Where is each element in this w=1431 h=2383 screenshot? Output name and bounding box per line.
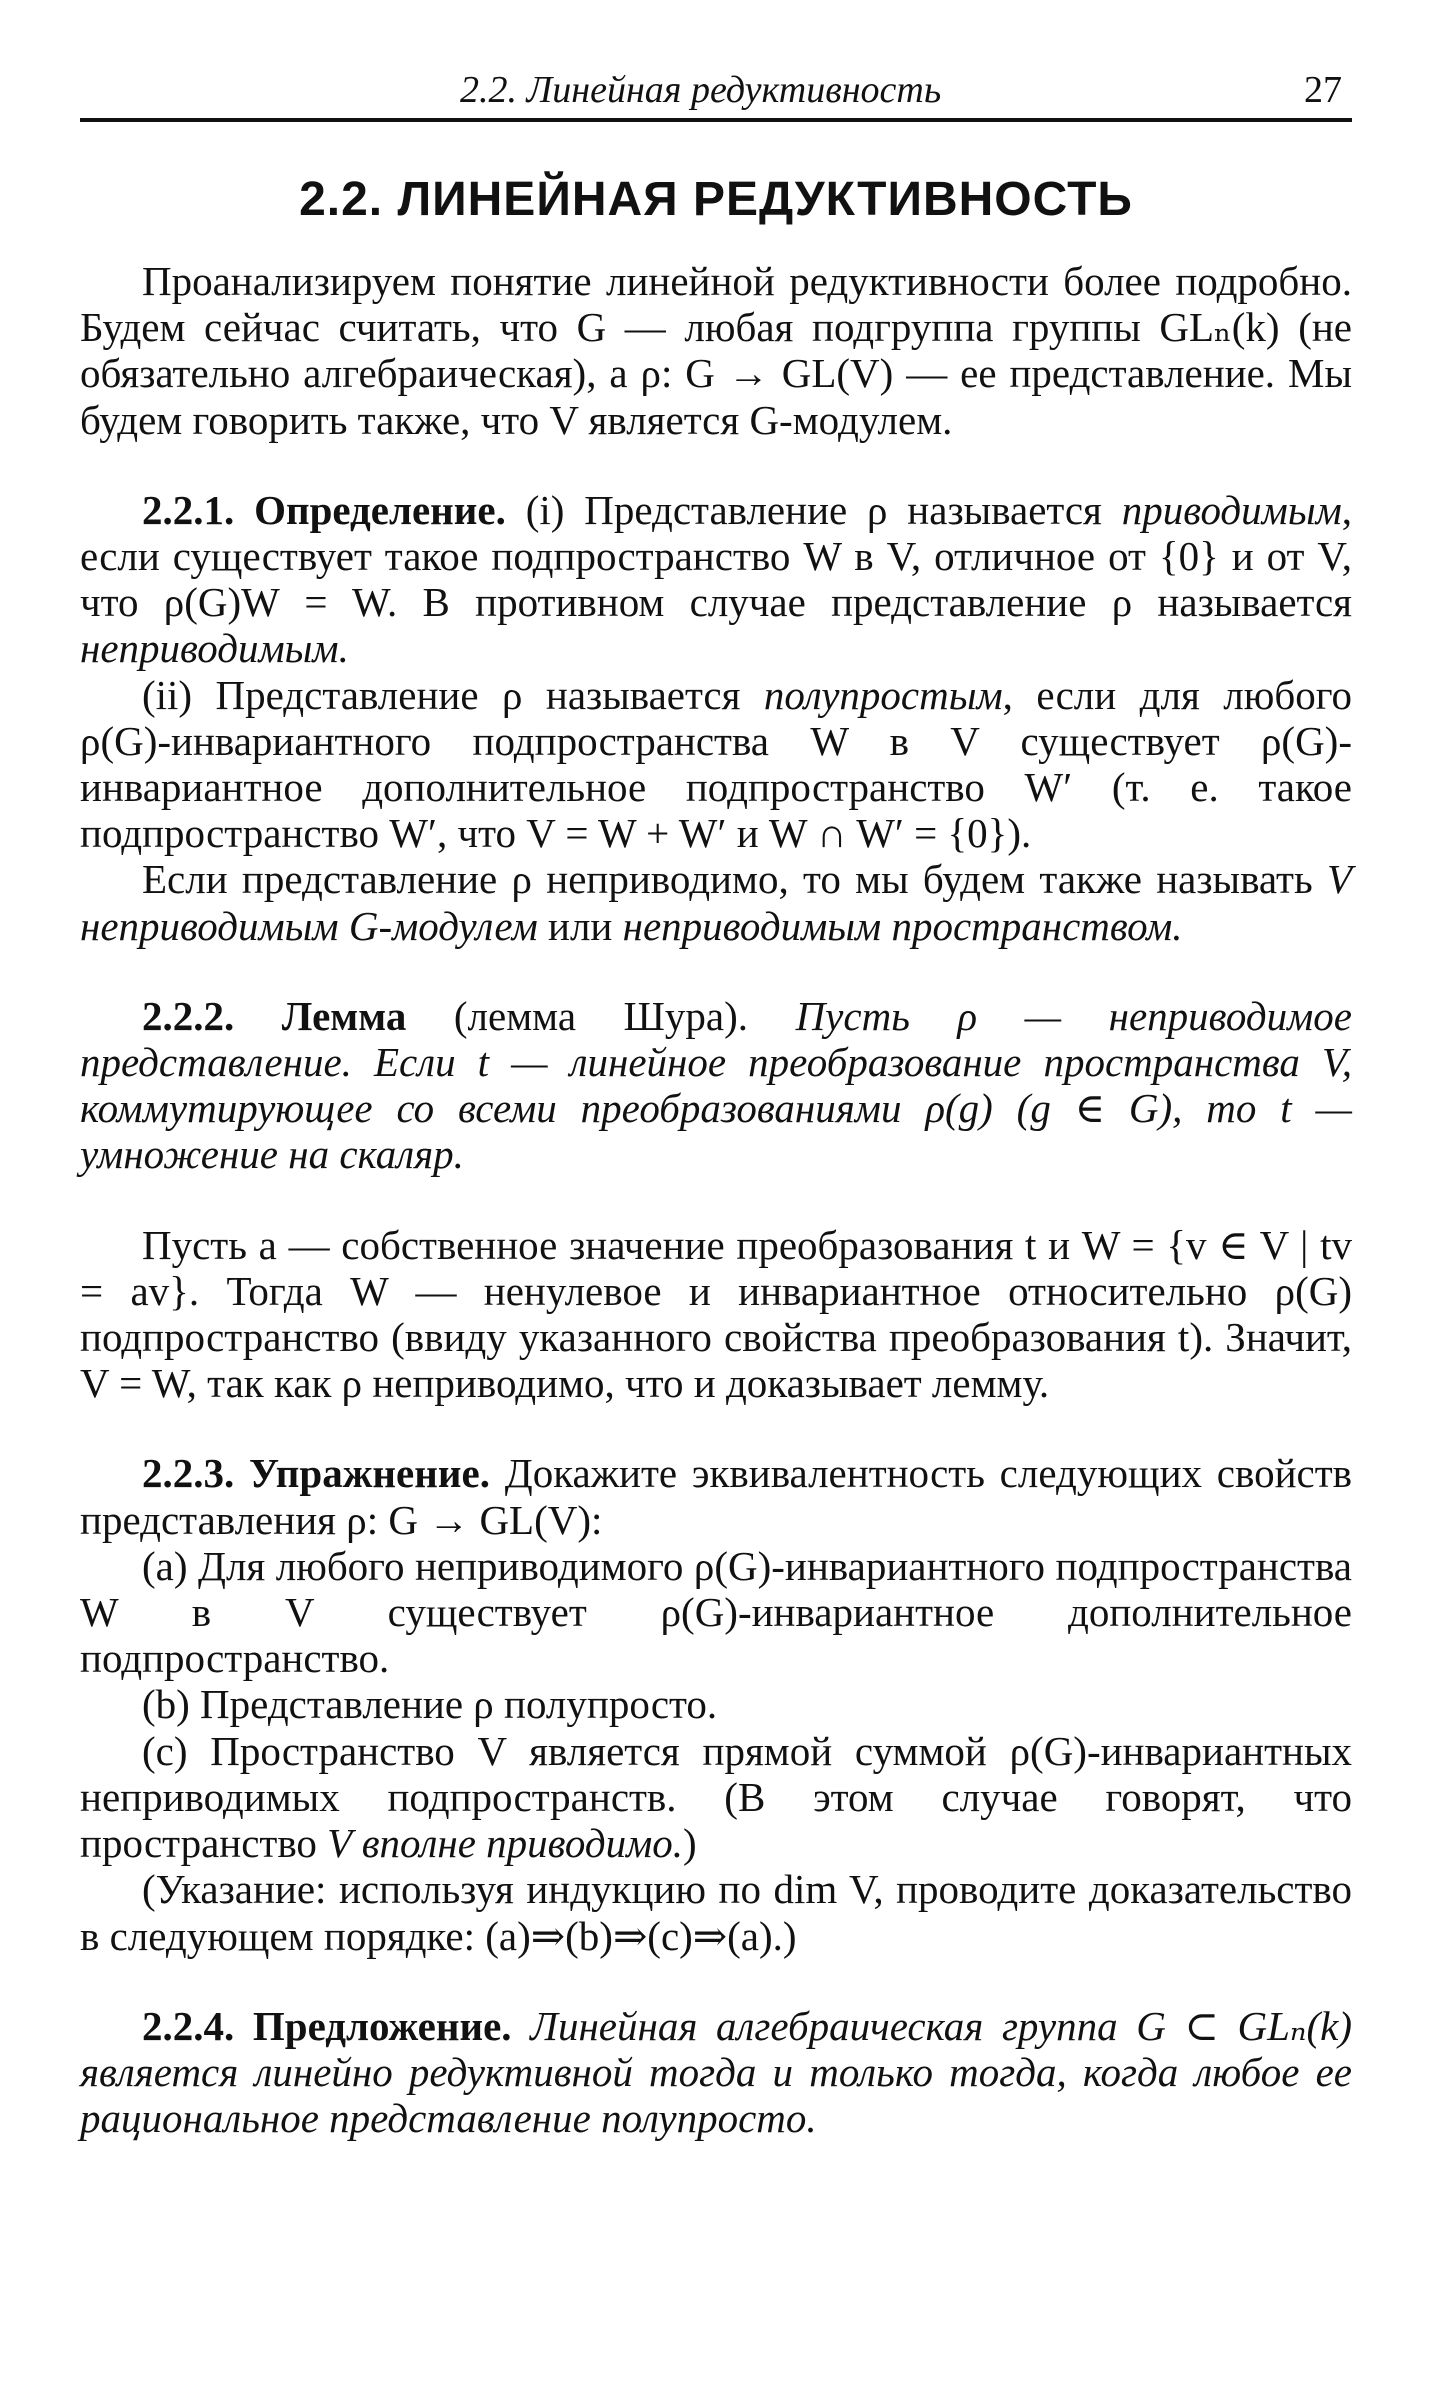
proposition-statement: Линейная алгебраическая группа G ⊂ GLₙ(k) является линейно редуктивной тогда и только тогда, когда любое ее рациональное представление полупросто.: [80, 2002, 1352, 2142]
running-header: [80, 62, 1352, 118]
lemma-note: (лемма Шура).: [406, 992, 796, 1039]
page-number: 27: [1304, 69, 1342, 111]
lemma-2-2-2: [80, 993, 1352, 1178]
term-irreducible-space: неприводимым пространством.: [622, 902, 1183, 949]
term-reducible: приводимым: [1121, 486, 1342, 533]
definition-text: или: [537, 902, 623, 949]
body-text: [80, 258, 1352, 2141]
intro-paragraph: Проанализируем понятие линейной редуктивности более подробно. Будем сейчас считать, что G — любая подгруппа группы GLₙ(k) (не обязательно алгебраическая), а ρ: G → GL(V) — ее представление. Мы будем говорить также, что V является G-модулем.: [80, 258, 1352, 443]
exercise-item-c: [80, 1728, 1352, 1867]
exercise-hint: (Указание: используя индукцию по dim V, проводите доказательство в следующем порядке: (a)⇒(b)⇒(c)⇒(a).): [80, 1866, 1352, 1959]
definition-2-2-1-ii: [80, 672, 1352, 857]
exercise-text: (c) Пространство V является прямой суммой ρ(G)-инвариантных неприводимых подпространств. (В этом случае говорят, что пространство: [80, 1727, 1352, 1867]
definition-text: (i) Представление ρ называется: [525, 486, 1122, 533]
lemma-proof: Пусть a — собственное значение преобразования t и W = {v ∈ V | tv = av}. Тогда W — ненулевое и инвариантное относительно ρ(G) подпространство (ввиду указанного свойства преобразования t). Значит, V = W, так как ρ неприводимо, что и доказывает лемму.: [80, 1221, 1352, 1407]
exercise-text: ): [683, 1820, 697, 1867]
definition-text: (ii) Представление ρ называется: [142, 671, 764, 718]
exercise-item-a: (a) Для любого неприводимого ρ(G)-инвариантного подпространства W в V существует ρ(G)-инвариантное дополнительное подпространство.: [80, 1542, 1352, 1682]
lemma-label: 2.2.2. Лемма: [142, 992, 407, 1039]
exercise-intro: Докажите эквивалентность следующих свойств представления ρ: G → GL(V):: [80, 1450, 1352, 1543]
term-irreducible-module: V неприводимым G-модулем: [80, 856, 1352, 949]
term-completely-reducible: V вполне приводимо.: [327, 1820, 684, 1867]
term-irreducible: неприводимым.: [80, 625, 349, 672]
proposition-label: 2.2.4. Предложение.: [142, 2002, 512, 2049]
definition-2-2-1-i: [80, 487, 1352, 672]
section-title: 2.2. ЛИНЕЙНАЯ РЕДУКТИВНОСТЬ: [299, 173, 1133, 226]
lemma-statement: Пусть ρ — неприводимое представление. Если t — линейное преобразование пространства V, коммутирующее со всеми преобразованиями ρ(g) (g ∈ G), то t — умножение на скаляр.: [80, 992, 1352, 1178]
exercise-label: 2.2.3. Упражнение.: [142, 1450, 490, 1497]
exercise-2-2-3: [80, 1450, 1352, 1542]
running-title: 2.2. Линейная редуктивность: [460, 69, 942, 111]
definition-2-2-1-remark: [80, 856, 1352, 948]
term-semisimple: полупростым: [763, 671, 1003, 718]
definition-text: , если для любого ρ(G)-инвариантного подпространства W в V существует ρ(G)-инвариантное дополнительное подпространство W′ (т. е. такое подпространство W′, что V = W + W′ и W ∩ W′ = {0}).: [80, 671, 1352, 857]
exercise-item-b: (b) Представление ρ полупросто.: [142, 1681, 718, 1728]
header-rule: [80, 118, 1352, 122]
definition-text: , если существует такое подпространство W в V, отличное от {0} и от V, что ρ(G)W = W. В противном случае представление ρ называется: [80, 486, 1353, 626]
definition-label: 2.2.1. Определение.: [142, 486, 506, 533]
proposition-2-2-4: [80, 2003, 1352, 2142]
definition-text: Если представление ρ неприводимо, то мы будем также называть: [142, 856, 1327, 903]
